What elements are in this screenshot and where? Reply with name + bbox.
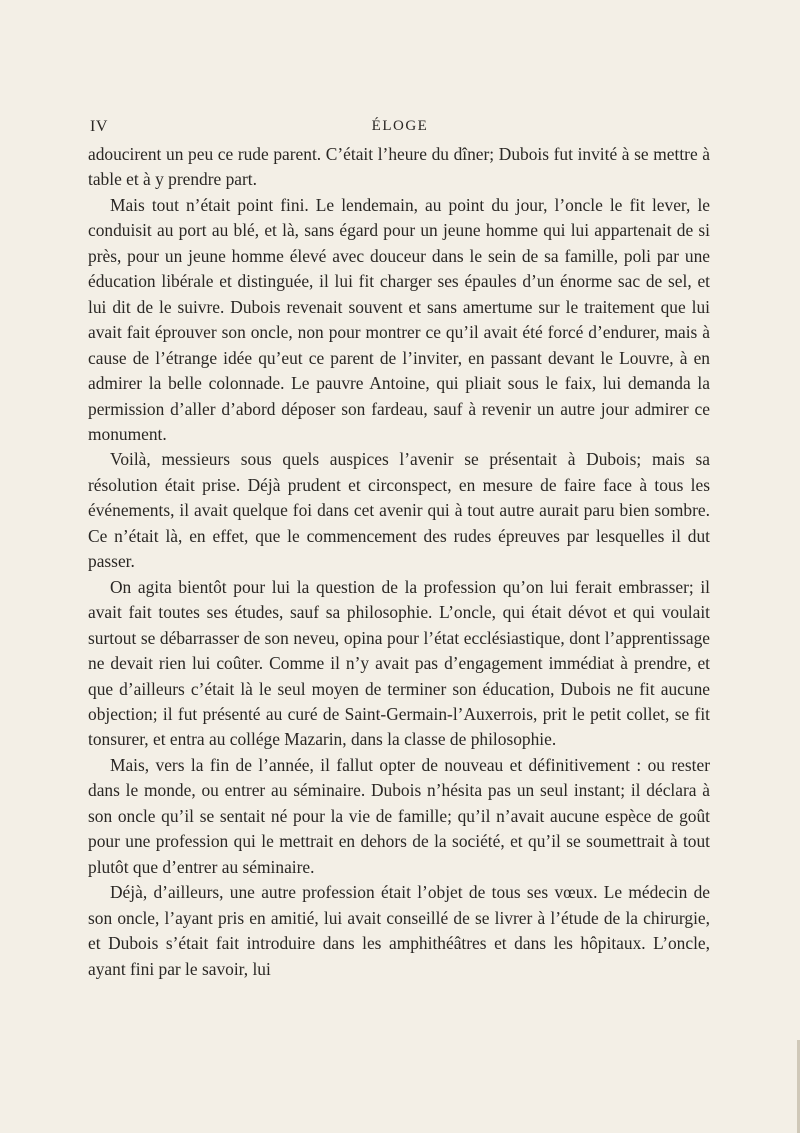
paragraph: Déjà, d’ailleurs, une autre profession était l’objet de tous ses vœux. Le médecin de son oncle, l’ayant pris en amitié, lui avait conseillé de se livrer à l’étude de la chirurgie, et Dubois s’était fait introduire dans les amphithéâtres et dans les hôpitaux. L’oncle, ayant fini par le savoir, lui	[88, 882, 710, 979]
paragraph: Voilà, messieurs sous quels auspices l’avenir se présentait à Dubois; mais sa résolution était prise. Déjà prudent et circonspect, en mesure de faire face à tous les événements, il avait quelque foi dans cet avenir qui à tout autre aurait paru bien sombre. Ce n’était là, en effet, que le commencement des rudes épreuves par lesquelles il dut passer.	[88, 449, 710, 572]
paragraph: Mais, vers la fin de l’année, il fallut opter de nouveau et définitivement : ou rester dans le monde, ou entrer au séminaire. Dubois n’hésita pas un seul instant; il déclara à son oncle qu’il se sentait né pour la vie de famille; qu’il n’avait aucune espèce de goût pour une profession qui le mettrait en dehors de la société, et qu’il se soumettrait à tout plutôt que d’entrer au séminaire.	[88, 754, 710, 877]
body-text	[88, 142, 710, 982]
paragraph: On agita bientôt pour lui la question de la profession qu’on lui ferait embrasser; il avait fait toutes ses études, sauf sa philosophie. L’oncle, qui était dévot et qui voulait surtout se débarrasser de son neveu, opina pour l’état ecclésiastique, dont l’apprentissage ne devait rien lui coûter. Comme il n’y avait pas d’engagement immédiat à prendre, et que d’ailleurs c’était là le seul moyen de terminer son éducation, Dubois ne fit aucune objection; il fut présenté au curé de Saint-Germain-l’Auxerrois, prit le petit collet, se fit tonsurer, et entra au collége Mazarin, dans la classe de philosophie.	[88, 576, 710, 750]
running-title: ÉLOGE	[371, 118, 429, 134]
paragraph: adoucirent un peu ce rude parent. C’était l’heure du dîner; Dubois fut invité à se mettre à table et à y prendre part.	[88, 144, 710, 190]
page-header	[90, 118, 710, 142]
paragraph: Mais tout n’était point fini. Le lendemain, au point du jour, l’oncle le fit lever, le conduisit au port au blé, et là, sans égard pour un jeune homme qui lui appartenait de si près, pour un jeune homme élevé avec douceur dans le sein de sa famille, poli par une éducation libérale et distinguée, il lui fit charger ses épaules d’un énorme sac de sel, et lui dit de le suivre. Dubois revenait souvent et sans amertume sur le traitement que lui avait fait éprouver son oncle, non pour montrer ce qu’il avait été forcé d’endurer, mais à cause de l’étrange idée qu’eut ce parent de l’inviter, en passant devant le Louvre, à en admirer la belle colonnade. Le pauvre Antoine, qui pliait sous le faix, lui demanda la permission d’aller d’abord déposer son fardeau, sauf à revenir un autre jour admirer ce monument.	[88, 194, 710, 444]
page-number: IV	[90, 118, 108, 135]
